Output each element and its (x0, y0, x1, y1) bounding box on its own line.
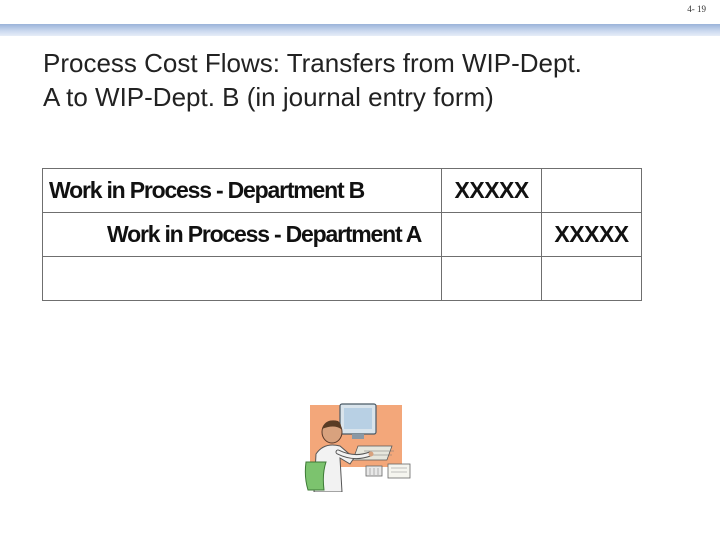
page-number: 4- 19 (687, 4, 706, 14)
credit-amount-cell (542, 257, 642, 301)
credit-amount-cell: XXXXX (542, 213, 642, 257)
journal-entry-table (42, 168, 642, 301)
slide-title-line-2: A to WIP-Dept. B (in journal entry form) (43, 82, 494, 112)
credit-amount-cell (542, 169, 642, 213)
credit-account-cell: Work in Process - Department A (43, 213, 442, 257)
account-cell (43, 257, 442, 301)
debit-amount-cell (442, 257, 542, 301)
journal-row-empty (43, 257, 642, 301)
slide-title (43, 46, 693, 114)
debit-amount-cell (442, 213, 542, 257)
debit-account-cell: Work in Process - Department B (43, 169, 442, 213)
journal-row-credit (43, 213, 642, 257)
person-at-computer-icon (304, 402, 416, 492)
debit-amount-cell: XXXXX (442, 169, 542, 213)
slide-title-line-1: Process Cost Flows: Transfers from WIP-Dept. (43, 48, 582, 78)
journal-row-debit (43, 169, 642, 213)
header-band (0, 24, 720, 36)
